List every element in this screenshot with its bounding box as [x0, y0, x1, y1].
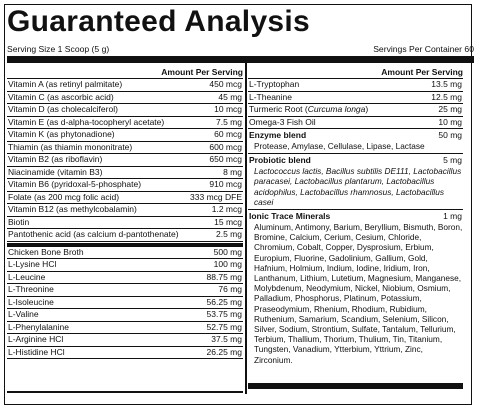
list-item: [248, 104, 463, 117]
ingredient-name: Vitamin A (as retinyl palmitate): [8, 79, 123, 89]
list-item: [7, 204, 243, 217]
ingredient-amount: 650 mcg: [209, 154, 242, 164]
ingredient-amount: 910 mcg: [209, 179, 242, 189]
ingredient-name: L-Phenylalanine: [8, 321, 69, 332]
ingredient-amount: 15 mcg: [214, 216, 242, 227]
blend-name: Enzyme blend: [249, 130, 307, 140]
enzyme-blend: [248, 129, 463, 154]
ingredient-amount: 37.5 mg: [211, 334, 242, 344]
list-item: [7, 92, 243, 105]
ingredient-name: Vitamin E (as d-alpha-tocopheryl acetate): [8, 116, 165, 127]
ingredient-name: Vitamin C (as ascorbic acid): [8, 91, 114, 102]
ingredient-amount: 10 mg: [438, 116, 462, 127]
ingredient-amount: 7.5 mg: [216, 116, 242, 127]
ingredient-name: L-Threonine: [8, 284, 54, 294]
ingredient-name: Folate (as 200 mcg folic acid): [8, 191, 120, 202]
ingredient-name: Omega-3 Fish Oil: [249, 116, 316, 127]
serving-size: Serving Size 1 Scoop (5 g): [7, 44, 110, 54]
ingredient-name: L-Isoleucine: [8, 296, 54, 307]
amino-list: [7, 247, 243, 360]
left-bottom-rule: [7, 391, 243, 393]
ingredient-amount: 60 mcg: [214, 129, 242, 139]
list-item: [7, 297, 243, 310]
header-divider: [7, 56, 474, 63]
ingredient-name: L-Valine: [8, 309, 39, 319]
list-item: [248, 117, 463, 130]
blend-contents: Aluminum, Antimony, Barium, Beryllium, Bismuth, Boron, Bromine, Calcium, Cerium, Cesium, Chloride, Chromium, Cobalt, Copper, Dysprosium, Erbium, Europium, Fluorine, Gadolinium, Gallium, Gold, Hafnium, Holmium, Indium, Iodine, Iridium, Iron, Lanthanum, Lithium, Lutetium, Magnesium, Manganese, Molybdenum, Neodymium, Nickel, Niobium, Osmium, Palladium, Phosphorus, Platinum, Potassium, Praseodymium, Rhenium, Rhodium, Rubidium, Ruthenium, Samarium, Scandium, Selenium, Silicon, Silver, Sodium, Strontium, Sulfate, Tantalum, Tellurium, Terbium, Thallium, Thorium, Thulium, Tin, Titanium, Tungsten, Vanadium, Ytterbium, Yttrium, Zinc, Zirconium.: [254, 222, 463, 365]
blend-contents: Lactococcus lactis, Bacillus subtilis DE111, Lactobacillus paracasei, Lactobacillus plantarum, Lactobacillus acidophilus, Lactobacillus rhamnosus, Lactobacillus casei: [254, 166, 462, 207]
ingredient-name: L-Arginine HCl: [8, 334, 64, 344]
ingredient-amount: 2.5 mg: [216, 229, 242, 239]
list-item: [7, 142, 243, 155]
ingredient-amount: 1.2 mcg: [211, 204, 242, 214]
blend-name: Probiotic blend: [249, 155, 311, 166]
list-item: [7, 104, 243, 117]
blend-amount: 50 mg: [438, 130, 462, 140]
probiotic-blend: [248, 154, 463, 210]
ingredient-amount: 450 mcg: [209, 79, 242, 89]
list-item: [7, 129, 243, 142]
blend-contents: Protease, Amylase, Cellulase, Lipase, Lactase: [254, 141, 425, 151]
column-divider: [245, 63, 247, 394]
left-column-header: Amount Per Serving: [7, 66, 243, 79]
ingredient-amount: 25 mg: [438, 104, 462, 114]
panel-title: Guaranteed Analysis: [7, 5, 311, 38]
ingredient-amount: 53.75 mg: [206, 309, 242, 319]
list-item: [7, 179, 243, 192]
list-item: [248, 79, 463, 92]
ingredient-name: L-Theanine: [249, 91, 293, 102]
ingredient-name: Biotin: [8, 216, 30, 227]
left-column: [7, 66, 243, 359]
ingredient-amount: 12.5 mg: [431, 91, 462, 102]
ingredient-name: Thiamin (as thiamin mononitrate): [8, 141, 133, 152]
list-item: [7, 322, 243, 335]
ingredient-amount: 26.25 mg: [206, 346, 242, 357]
ingredient-name: Vitamin B6 (pyridoxal-5-phosphate): [8, 179, 142, 189]
list-item: [248, 92, 463, 105]
ingredient-name: Vitamin B2 (as riboflavin): [8, 154, 103, 164]
list-item: [7, 272, 243, 285]
list-item: [7, 79, 243, 92]
right-column-header: Amount Per Serving: [248, 66, 463, 79]
blend-amount: 5 mg: [443, 155, 462, 166]
ingredient-amount: 13.5 mg: [431, 79, 462, 89]
list-item: [7, 217, 243, 230]
right-rows: [248, 79, 463, 104]
list-item: [7, 192, 243, 205]
ingredient-name: Vitamin D (as cholecalciferol): [8, 104, 118, 114]
list-item: [7, 259, 243, 272]
right-bottom-bar: [248, 383, 463, 389]
ingredient-amount: 10 mcg: [214, 104, 242, 114]
list-item: [7, 117, 243, 130]
list-item: [7, 347, 243, 360]
ingredient-amount: 500 mg: [213, 246, 242, 257]
ingredient-amount: 88.75 mg: [206, 271, 242, 282]
servings-per-container: Servings Per Container 60: [373, 44, 474, 54]
ingredient-name: Turmeric Root (Curcuma longa): [249, 104, 369, 114]
list-item: [7, 334, 243, 347]
vitamin-list: [7, 79, 243, 242]
list-item: [7, 309, 243, 322]
list-item: [7, 284, 243, 297]
ingredient-amount: 52.75 mg: [206, 321, 242, 332]
ingredient-amount: 100 mg: [213, 259, 242, 269]
ingredient-name: Vitamin B12 (as methylcobalamin): [8, 204, 137, 214]
ingredient-amount: 56.25 mg: [206, 296, 242, 307]
ingredient-name: Niacinamide (vitamin B3): [8, 166, 103, 177]
ingredient-amount: 8 mg: [223, 166, 242, 177]
ingredient-name: L-Lysine HCl: [8, 259, 57, 269]
trace-minerals: [248, 210, 463, 367]
list-item: [7, 247, 243, 260]
ingredient-name: Chicken Bone Broth: [8, 246, 84, 257]
ingredient-amount: 76 mg: [218, 284, 242, 294]
ingredient-name: L-Tryptophan: [249, 79, 300, 89]
ingredient-name: Pantothenic acid (as calcium d-pantothenate): [8, 229, 179, 239]
blend-amount: 1 mg: [443, 211, 462, 222]
ingredient-amount: 45 mg: [218, 91, 242, 102]
list-item: [7, 167, 243, 180]
blend-name: Ionic Trace Minerals: [249, 211, 331, 222]
ingredient-amount: 600 mcg: [209, 141, 242, 152]
list-item: [7, 154, 243, 167]
ingredient-name: L-Histidine HCl: [8, 346, 65, 357]
ingredient-name: Vitamin K (as phytonadione): [8, 129, 115, 139]
list-item: [7, 229, 243, 242]
ingredient-amount: 333 mcg DFE: [190, 191, 242, 202]
right-column: [248, 66, 463, 367]
ingredient-name: L-Leucine: [8, 271, 46, 282]
